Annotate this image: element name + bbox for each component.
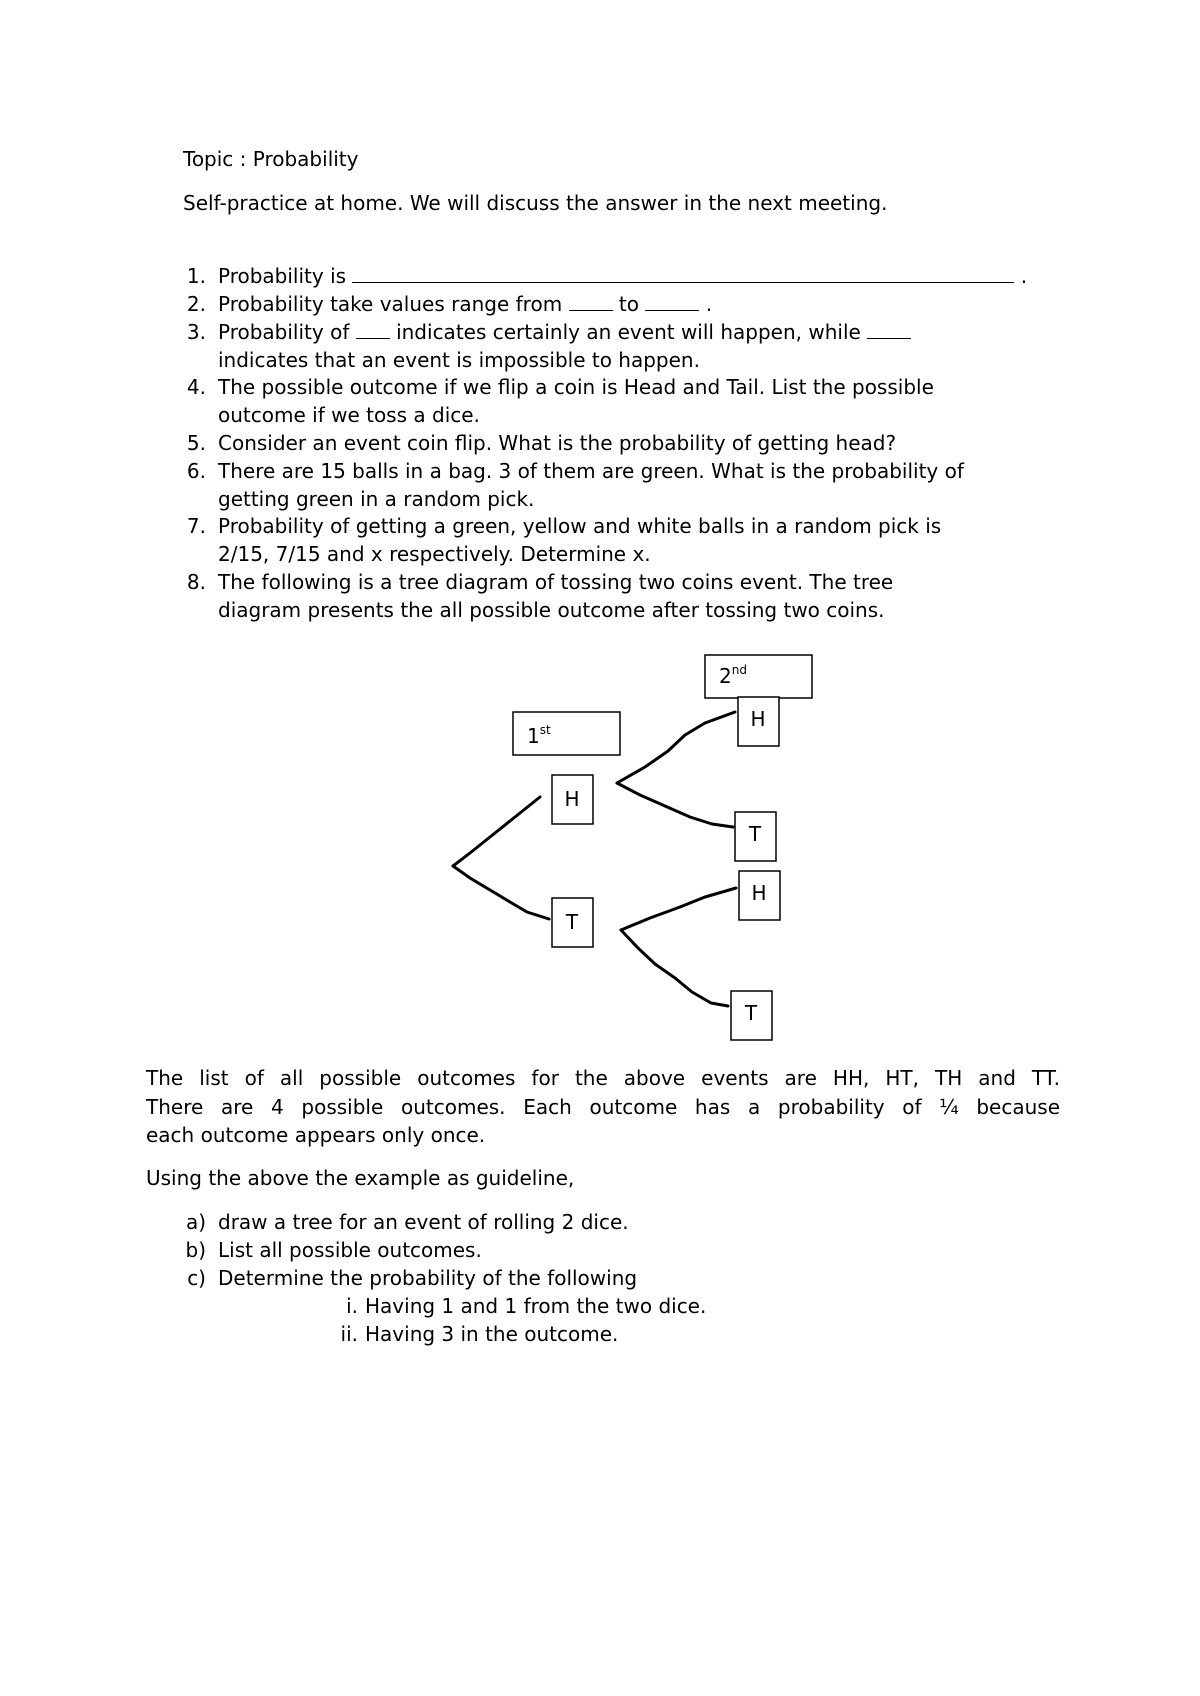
first-h-label: H — [564, 787, 580, 811]
question-text: Probability of getting a green, yellow and white balls in a random pick is — [218, 514, 942, 538]
task-text: Having 1 and 1 from the two dice. — [365, 1294, 707, 1318]
intro-text: Self-practice at home. We will discuss the answer in the next meeting. — [183, 191, 888, 215]
task-label: ii. — [340, 1322, 358, 1346]
branch-t-to-h — [621, 888, 736, 930]
second-tt-label: T — [744, 1001, 758, 1025]
question-8-line2: diagram presents the all possible outcome after tossing two coins. — [218, 598, 885, 622]
explanation-line-3: each outcome appears only once. — [146, 1123, 486, 1147]
question-number: 7. — [186, 514, 206, 538]
branch-root-to-h — [453, 797, 540, 866]
task-text: draw a tree for an event of rolling 2 dice. — [218, 1210, 629, 1234]
explanation-line-1: The list of all possible outcomes for the above events are HH, HT, TH and TT. — [146, 1066, 1060, 1090]
question-number: 1. — [186, 264, 206, 288]
question-7-line2: 2/15, 7/15 and x respectively. Determine x. — [218, 542, 651, 566]
question-number: 3. — [186, 320, 206, 344]
second-hh-label: H — [750, 707, 766, 731]
branch-h-to-h — [617, 712, 735, 783]
question-text: The following is a tree diagram of tossing two coins event. The tree — [218, 570, 894, 594]
question-text: There are 15 balls in a bag. 3 of them are green. What is the probability of — [218, 459, 964, 483]
q2-to: to — [618, 292, 639, 316]
question-number: 2. — [186, 292, 206, 316]
task-label: a) — [185, 1210, 206, 1234]
first-t-label: T — [565, 910, 579, 934]
question-number: 6. — [186, 459, 206, 483]
topic-title: Topic : Probability — [183, 147, 359, 171]
q1-period: . — [1020, 264, 1028, 288]
question-number: 5. — [186, 431, 206, 455]
question-number: 4. — [186, 375, 206, 399]
second-toss-label: 2nd — [719, 663, 747, 688]
question-6-line2: getting green in a random pick. — [218, 487, 535, 511]
question-4-line2: outcome if we toss a dice. — [218, 403, 480, 427]
q1-text: Probability is — [218, 264, 347, 288]
guideline-text: Using the above the example as guideline, — [146, 1166, 575, 1190]
q2-text: Probability take values range from — [218, 292, 563, 316]
task-text: List all possible outcomes. — [218, 1238, 482, 1262]
question-text: The possible outcome if we flip a coin is Head and Tail. List the possible — [218, 375, 934, 399]
second-th-label: H — [751, 881, 767, 905]
first-toss-label: 1st — [527, 723, 551, 748]
question-3-line2: indicates that an event is impossible to happen. — [218, 348, 700, 372]
explanation-line-2: There are 4 possible outcomes. Each outcome has a probability of ¼ because — [146, 1095, 1060, 1119]
q3-text: Probability of — [218, 320, 350, 344]
question-number: 8. — [186, 570, 206, 594]
question-text: Consider an event coin flip. What is the probability of getting head? — [218, 431, 897, 455]
task-label: c) — [187, 1266, 206, 1290]
task-label: i. — [346, 1294, 358, 1318]
q3-text-middle: indicates certainly an event will happen, while — [396, 320, 861, 344]
branch-h-to-t — [617, 783, 733, 827]
task-text: Having 3 in the outcome. — [365, 1322, 619, 1346]
branch-t-to-t — [621, 930, 728, 1006]
branch-root-to-t — [453, 866, 549, 919]
task-label: b) — [185, 1238, 206, 1262]
task-text: Determine the probability of the following — [218, 1266, 638, 1290]
q2-period: . — [705, 292, 713, 316]
second-ht-label: T — [748, 822, 762, 846]
